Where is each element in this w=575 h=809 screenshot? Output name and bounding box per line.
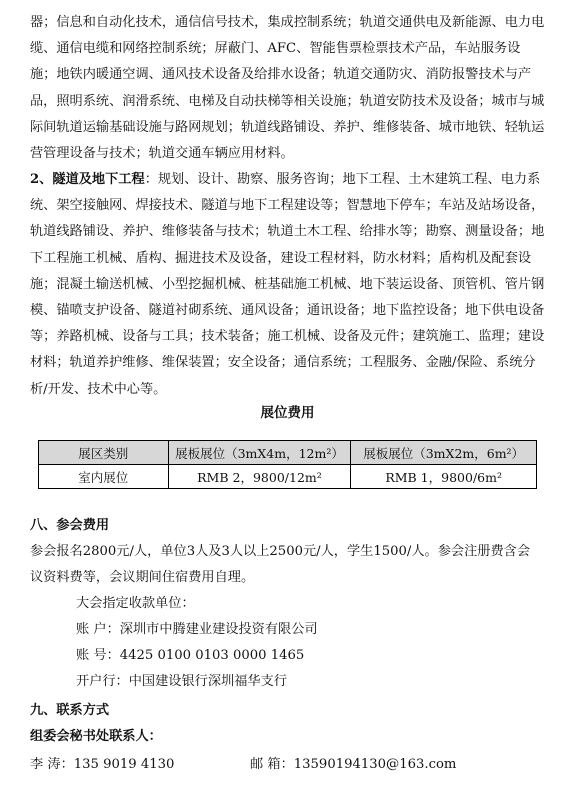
header-booth-12: 展板展位（3mX4m，12m²） xyxy=(168,441,351,465)
fees-heading: 八、参会费用 xyxy=(30,518,110,533)
table-row xyxy=(39,465,537,489)
payee-title: 大会指定收款单位： xyxy=(76,596,195,611)
cell-price-6: RMB 1，9800/6m² xyxy=(351,465,537,489)
exhibit-scope-rail xyxy=(30,10,546,167)
header-category: 展区类别 xyxy=(39,441,169,465)
contact-person: 李 涛：135 9019 4130 xyxy=(30,757,175,772)
cell-price-12: RMB 2，9800/12m² xyxy=(168,465,351,489)
contact-email: 邮 箱：13590194130@163.com xyxy=(250,757,457,772)
account-name: 账 户：深圳市中腾建业建设投资有限公司 xyxy=(76,622,318,637)
account-number: 账 号：4425 0100 0103 0000 1465 xyxy=(76,648,305,663)
booth-fee-title: 展位费用 xyxy=(260,405,315,421)
rail-scope-text: 器；信息和自动化技术，通信信号技术，集成控制系统；轨道交通供电及新能源、电力电缆、通信电缆和网络控制系统；屏蔽门、AFC、智能售票检票技术产品，车站服务设施；地铁内暖通空调、通风技术设备及给排水设备；轨道交通防灾、消防报警技术与产品，照明系统、润滑系统、电梯及自动扶梯等相关设施；轨道安防技术及设备；城市与城际间轨道运输基础设施与路网规划；轨道线路铺设、养护、维修装备、城市地铁、轻轨运营管理设备与技术；轨道交通车辆应用材料。 xyxy=(30,15,545,162)
header-booth-6: 展板展位（3mX2m，6m²） xyxy=(351,441,537,465)
booth-fee-table xyxy=(38,440,537,489)
tunnel-heading: 2、隧道及地下工程 xyxy=(30,172,145,187)
contact-heading: 九、联系方式 xyxy=(30,703,110,718)
fees-line-2: 议资料费等，会议期间住宿费用自理。 xyxy=(30,570,255,585)
cell-category: 室内展位 xyxy=(39,465,169,489)
table-header-row xyxy=(39,441,537,465)
fees-line-1: 参会报名2800元/人，单位3人及3人以上2500元/人，学生1500/人。参会注册费含会 xyxy=(30,544,531,559)
contact-subheading: 组委会秘书处联系人： xyxy=(30,729,162,744)
exhibit-scope-tunnel xyxy=(30,167,546,403)
tunnel-scope-text: ：规划、设计、勘察、服务咨询；地下工程、土木建筑工程、电力系统、架空接触网、焊接技术、隧道与地下工程建设等；智慧地下停车；车站及站场设备，轨道线路铺设、养护、维修装备与技术；轨道土木工程、给排水等；勘察、测量设备；地下工程施工机械、盾构、掘进技术及设备，建设工程材料，防水材料；盾构机及配套设施；混凝土输送机械、小型挖掘机械、桩基础施工机械、地下装运设备、顶管机、管片钢模、锚喷支护设备、隧道衬砌系统、通风设备；通讯设备；地下监控设备；地下供电设备等；养路机械、设备与工具；技术装备；施工机械、设备及元件；建筑施工、监理；建设材料；轨道养护维修、维保装置；安全设备；通信系统；工程服务、金融/保险、系统分析/开发、技术中心等。 xyxy=(30,172,545,397)
bank-name: 开户行：中国建设银行深圳福华支行 xyxy=(76,674,287,689)
